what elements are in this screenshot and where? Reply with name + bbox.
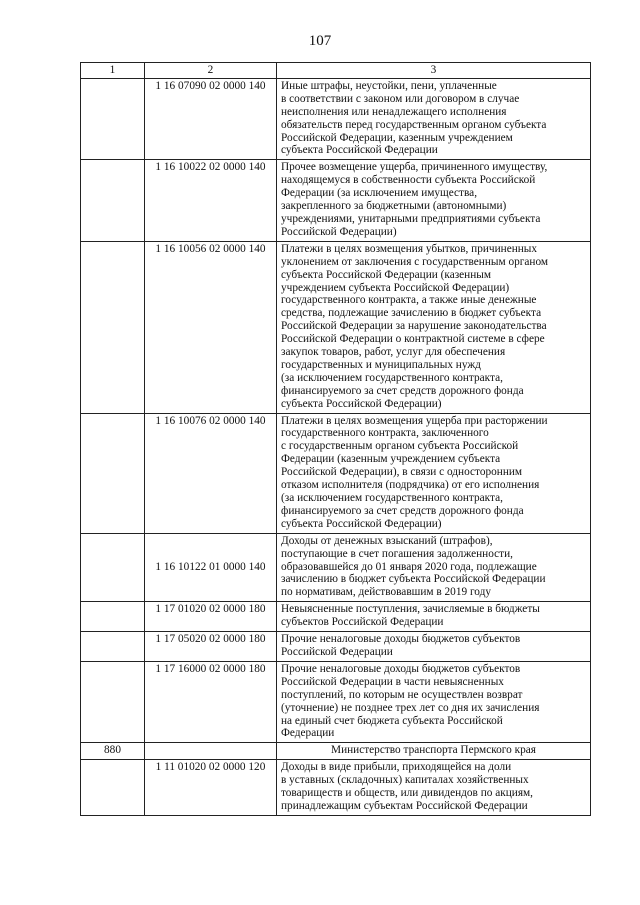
description-line: Невыясненные поступления, зачисляемые в бюджеты xyxy=(281,603,540,616)
admin-code-cell xyxy=(81,413,145,533)
table-header-row xyxy=(81,63,591,79)
description-line: Российской Федерации) xyxy=(281,225,397,238)
description-line: зачислению в бюджет субъекта Российской Федерации xyxy=(281,573,546,586)
description-cell xyxy=(277,743,591,760)
description-line: неисполнения или ненадлежащего исполнения xyxy=(281,105,507,118)
budget-code-cell: 1 17 01020 02 0000 180 xyxy=(145,602,277,632)
description-line: Российской Федерации xyxy=(281,645,393,658)
description-line: Доходы в виде прибыли, приходящейся на доли xyxy=(281,761,512,774)
admin-code-cell xyxy=(81,661,145,742)
description-line: закрепленного за бюджетными (автономными) xyxy=(281,200,507,213)
description-line: государственных и муниципальных нужд xyxy=(281,358,481,371)
description-line: средства, подлежащие зачислению в бюджет субъекта xyxy=(281,307,542,320)
admin-code-cell xyxy=(81,78,145,159)
description-line: образовавшейся до 01 января 2020 года, подлежащие xyxy=(281,560,537,573)
description-line: Прочие неналоговые доходы бюджетов субъектов xyxy=(281,633,521,646)
admin-code-cell xyxy=(81,533,145,602)
description-cell xyxy=(277,661,591,742)
description-line: финансируемого за счет средств дорожного фонда xyxy=(281,504,524,517)
description-line: субъекта Российской Федерации (казенным xyxy=(281,268,492,281)
column-header-3: 3 xyxy=(277,63,591,79)
description-line: закупок товаров, работ, услуг для обеспечения xyxy=(281,346,506,359)
description-line: товариществ и обществ, или дивидендов по акциям, xyxy=(281,787,533,800)
table-row xyxy=(81,661,591,742)
description-line: Российской Федерации в части невыясненных xyxy=(281,675,504,688)
column-header-1: 1 xyxy=(81,63,145,79)
table-row xyxy=(81,533,591,602)
description-line: Российской Федерации), в связи с односторонним xyxy=(281,466,523,479)
description-line: находящемуся в собственности субъекта Российской xyxy=(281,174,536,187)
description-line: Прочие неналоговые доходы бюджетов субъектов xyxy=(281,662,521,675)
description-cell xyxy=(277,413,591,533)
description-line: Платежи в целях возмещения убытков, причиненных xyxy=(281,242,538,255)
admin-code-cell xyxy=(81,632,145,662)
budget-code-cell: 1 16 10122 01 0000 140 xyxy=(145,533,277,602)
description-line: в уставных (складочных) капиталах хозяйственных xyxy=(281,774,529,787)
column-header-2: 2 xyxy=(145,63,277,79)
admin-code-cell xyxy=(81,241,145,413)
budget-code-cell: 1 16 07090 02 0000 140 xyxy=(145,78,277,159)
description-line: субъекта Российской Федерации xyxy=(281,144,438,157)
budget-code-cell: 1 16 10022 02 0000 140 xyxy=(145,160,277,241)
description-line: государственного контракта, заключенного xyxy=(281,427,489,440)
table-row xyxy=(81,743,591,760)
description-line: с государственным органом субъекта Российской xyxy=(281,440,519,453)
revenue-codes-table xyxy=(80,62,591,816)
description-line: уклонением от заключения с государственным органом xyxy=(281,255,549,268)
description-line: обязательств перед государственным органом субъекта xyxy=(281,118,547,131)
table-row xyxy=(81,413,591,533)
table-row xyxy=(81,760,591,816)
description-line: финансируемого за счет средств дорожного фонда xyxy=(281,384,524,397)
description-line: Прочее возмещение ущерба, причиненного имуществу, xyxy=(281,161,548,174)
page-number: 107 xyxy=(308,33,332,49)
description-line: учреждениями, унитарными предприятиями субъекта xyxy=(281,212,541,225)
admin-code-cell xyxy=(81,760,145,816)
description-line: отказом исполнителя (подрядчика) от его исполнения xyxy=(281,479,540,492)
admin-code-cell xyxy=(81,602,145,632)
description-line: субъектов Российской Федерации xyxy=(281,616,444,629)
admin-code-cell xyxy=(81,160,145,241)
description-line: по нормативам, действовавшим в 2019 году xyxy=(281,586,492,599)
description-line: Федерации (за исключением имущества, xyxy=(281,187,478,200)
table-row xyxy=(81,160,591,241)
table-row xyxy=(81,632,591,662)
description-line: Российской Федерации, казенным учреждением xyxy=(281,131,513,144)
budget-code-cell: 1 17 16000 02 0000 180 xyxy=(145,661,277,742)
description-line: Иные штрафы, неустойки, пени, уплаченные xyxy=(281,79,497,92)
description-line: учреждением субъекта Российской Федерации) xyxy=(281,281,510,294)
description-line: поступающие в счет погашения задолженности, xyxy=(281,547,513,560)
table-row xyxy=(81,602,591,632)
description-line: (за исключением государственного контракта, xyxy=(281,492,503,504)
table-body xyxy=(81,78,591,815)
description-line: Доходы от денежных взысканий (штрафов), xyxy=(281,534,493,547)
description-cell xyxy=(277,160,591,241)
description-line: субъекта Российской Федерации) xyxy=(281,397,442,410)
description-cell xyxy=(277,241,591,413)
budget-code-cell: 1 16 10076 02 0000 140 xyxy=(145,413,277,533)
description-line: Российской Федерации о контрактной системе в сфере xyxy=(281,333,545,346)
table-row xyxy=(81,78,591,159)
budget-code-cell: 1 16 10056 02 0000 140 xyxy=(145,241,277,413)
description-cell xyxy=(277,533,591,602)
description-cell xyxy=(277,78,591,159)
description-line: Федерации (казенным учреждением субъекта xyxy=(281,453,501,466)
description-cell xyxy=(277,760,591,816)
budget-code-cell: 1 17 05020 02 0000 180 xyxy=(145,632,277,662)
description-cell xyxy=(277,602,591,632)
budget-code-cell: 1 11 01020 02 0000 120 xyxy=(145,760,277,816)
description-line: поступлений, по которым не осуществлен возврат xyxy=(281,688,523,701)
description-line: субъекта Российской Федерации) xyxy=(281,517,442,530)
description-line: Платежи в целях возмещения ущерба при расторжении xyxy=(281,414,548,427)
admin-code-cell: 880 xyxy=(81,743,145,760)
budget-code-cell xyxy=(145,743,277,760)
description-line: Министерство транспорта Пермского края xyxy=(331,744,536,757)
table-row xyxy=(81,241,591,413)
description-line: государственного контракта, а также иные денежные xyxy=(281,294,537,307)
description-cell xyxy=(277,632,591,662)
description-line: Федерации xyxy=(281,727,335,740)
description-line: на единый счет бюджета субъекта Российской xyxy=(281,714,503,727)
description-line: (за исключением государственного контракта, xyxy=(281,371,503,384)
description-line: (уточнение) не позднее трех лет со дня их зачисления xyxy=(281,701,540,714)
description-line: Российской Федерации за нарушение законодательства xyxy=(281,320,547,333)
description-line: принадлежащим субъектам Российской Федерации xyxy=(281,799,528,812)
description-line: в соответствии с законом или договором в случае xyxy=(281,92,520,105)
